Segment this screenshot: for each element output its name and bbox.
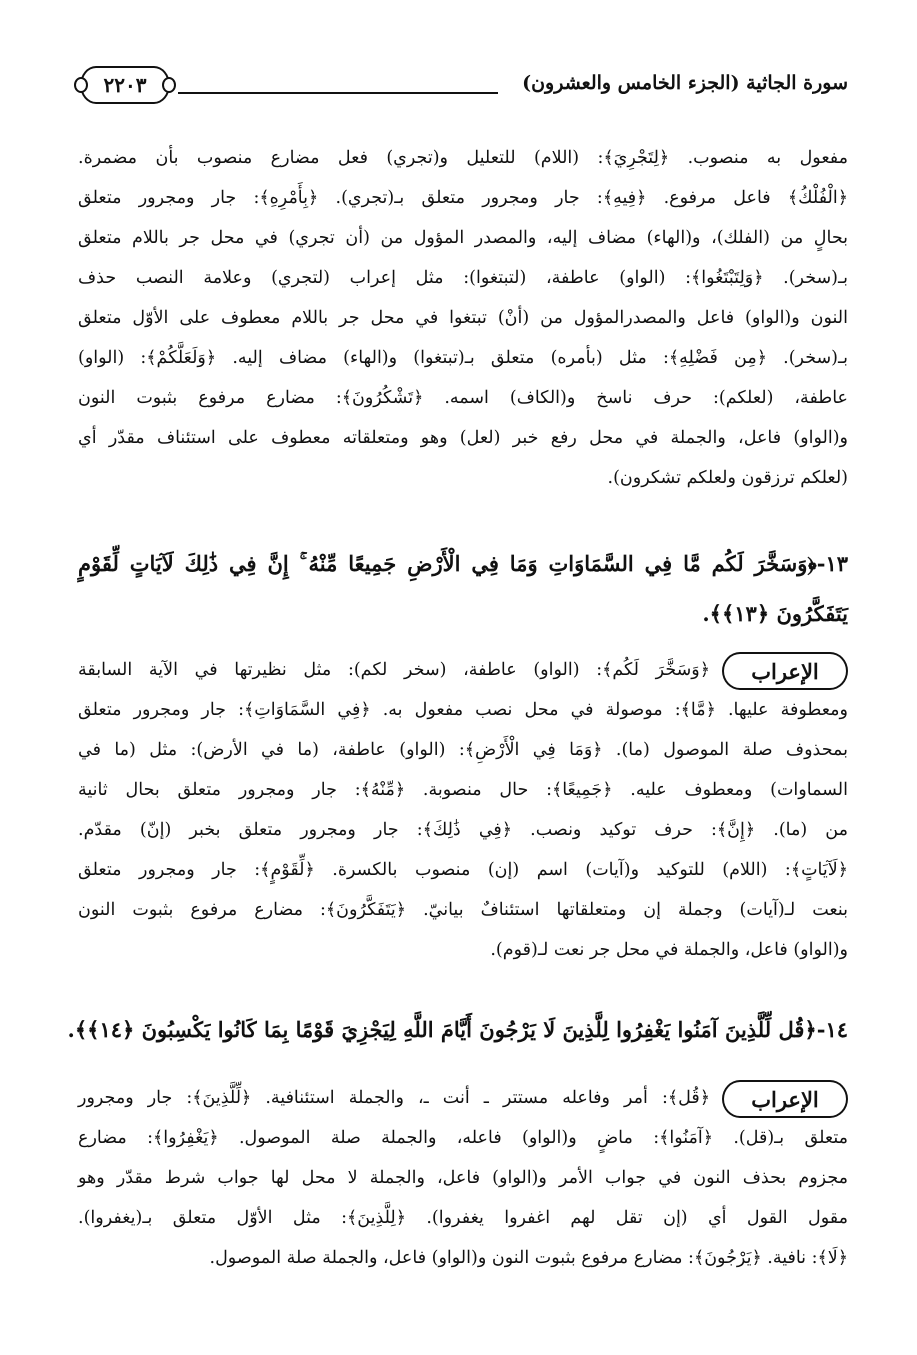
text-line: من (ما). ﴿إِنَّ﴾: حرف توكيد ونصب. ﴿فِي ذَٰلِكَ﴾: جار ومجرور متعلق بخبر (إنّ) مقدّم. bbox=[78, 820, 848, 840]
page-header bbox=[78, 66, 848, 106]
text-line: النون و(الواو) فاعل والمصدرالمؤول من (أنْ) تبتغوا في محل جر باللام معطوف على الأوّل متعلق bbox=[78, 308, 848, 328]
text-line: مقول القول أي (إن تقل لهم اغفروا يغفروا). ﴿لِلَّذِينَ﴾: مثل الأوّل متعلق بـ(يغفروا). bbox=[78, 1208, 848, 1228]
text-line: بنعت لـ(آيات) وجملة إن ومتعلقاتها استئنافٌ بيانيّ. ﴿يَتَفَكَّرُونَ﴾: مضارع مرفوع بثبوت النون bbox=[78, 900, 848, 920]
page bbox=[67, 62, 848, 1332]
text-line: السماوات) ومعطوف عليه. ﴿جَمِيعًا﴾: حال منصوبة. ﴿مِّنْهُ﴾: جار ومجرور متعلق بحال ثانية bbox=[78, 780, 848, 800]
text-line: بحالٍ من (الفلك)، و(الهاء) مضاف إليه، والمصدر المؤول من (أن تجري) في محل جر باللام متعلق bbox=[78, 228, 848, 248]
text-line: ﴿الْفُلْكُ﴾ فاعل مرفوع. ﴿فِيهِ﴾: جار ومجرور متعلق بـ(تجري). ﴿بِأَمْرِهِ﴾: جار ومجرور متعلق bbox=[78, 188, 848, 208]
text-line: (لعلكم ترزقون ولعلكم تشكرون). bbox=[607, 468, 848, 488]
text-line: ومعطوفة عليها. ﴿مَّا﴾: موصولة في محل نصب مفعول به. ﴿فِي السَّمَاوَاتِ﴾: جار ومجرور متعلق bbox=[78, 700, 848, 720]
verse-14-line: ١٤-﴿قُل لِّلَّذِينَ آمَنُوا يَغْفِرُوا لِلَّذِينَ لَا يَرْجُونَ أَيَّامَ اللَّهِ لِيَجْزِيَ قَوْمًا بِمَا كَانُوا يَكْسِبُونَ ﴿١٤﴾﴾. bbox=[67, 1017, 848, 1042]
text-line: عاطفة، (لعلكم): حرف ناسخ و(الكاف) اسمه. ﴿تَشْكُرُونَ﴾: مضارع مرفوع بثبوت النون bbox=[78, 388, 848, 408]
text-line: ﴿قُل﴾: أمر وفاعله مستتر ـ أنت ـ، والجملة استئنافية. ﴿لِّلَّذِينَ﴾: جار ومجرور bbox=[78, 1088, 710, 1108]
text-line: بـ(سخر). ﴿مِن فَضْلِهِ﴾: مثل (بأمره) متعلق بـ(تبتغوا) و(الهاء) مضاف إليه. ﴿وَلَعَلَّكُمْ﴾: (الواو) bbox=[78, 348, 848, 368]
text-line: بـ(سخر). ﴿وَلِتَبْتَغُوا﴾: (الواو) عاطفة، (لتبتغوا): مثل إعراب (لتجري) وعلامة النصب حذف bbox=[78, 268, 848, 288]
text-line: ﴿لَا﴾: نافية. ﴿يَرْجُونَ﴾: مضارع مرفوع بثبوت النون و(الواو) فاعل، والجملة صلة الموصول. bbox=[209, 1248, 848, 1268]
text-line: مفعول به منصوب. ﴿لِتَجْرِيَ﴾: (اللام) للتعليل و(تجري) فعل مضارع منصوب بأن مضمرة. bbox=[78, 148, 848, 168]
text-line: بمحذوف صلة الموصول (ما). ﴿وَمَا فِي الْأَرْضِ﴾: (الواو) عاطفة، (ما في الأرض): مثل (ما في bbox=[78, 740, 848, 760]
text-line: ﴿لَآيَاتٍ﴾: (اللام) للتوكيد و(آيات) اسم (إن) منصوب بالكسرة. ﴿لِّقَوْمٍ﴾: جار ومجرور متعلق bbox=[78, 860, 848, 880]
page-number-badge: ٢٢٠٣ bbox=[80, 66, 170, 104]
running-title: سورة الجاثية (الجزء الخامس والعشرون) bbox=[522, 72, 848, 94]
text-line: متعلق بـ(قل). ﴿آمَنُوا﴾: ماضٍ و(الواو) فاعله، والجملة صلة الموصول. ﴿يَغْفِرُوا﴾: مضارع bbox=[78, 1128, 848, 1148]
text-line: و(الواو) فاعل، والجملة في محل جر نعت لـ(قوم). bbox=[490, 940, 848, 960]
text-line: و(الواو) فاعل، والجملة في محل رفع خبر (لعل) وهو ومتعلقاته معطوف على استئناف مقدّر أي bbox=[78, 428, 848, 448]
text-line: ﴿وَسَخَّرَ لَكُم﴾: (الواو) عاطفة، (سخر لكم): مثل نظيرتها في الآية السابقة bbox=[78, 660, 710, 680]
irab-label: الإعراب bbox=[722, 652, 848, 690]
irab-label: الإعراب bbox=[722, 1080, 848, 1118]
header-rule bbox=[178, 92, 498, 94]
verse-13-line: يَتَفَكَّرُونَ ﴿١٣﴾﴾. bbox=[702, 601, 848, 626]
verse-13-line: ١٣-﴿وَسَخَّرَ لَكُم مَّا فِي السَّمَاوَاتِ وَمَا فِي الْأَرْضِ جَمِيعًا مِّنْهُ ۚ إِنَّ فِي ذَٰلِكَ لَآيَاتٍ لِّقَوْمٍ bbox=[78, 551, 848, 576]
text-line: مجزوم بحذف النون في جواب الأمر و(الواو) فاعل، والجملة لا محل لها جواب شرط مقدّر وهو bbox=[78, 1168, 848, 1188]
